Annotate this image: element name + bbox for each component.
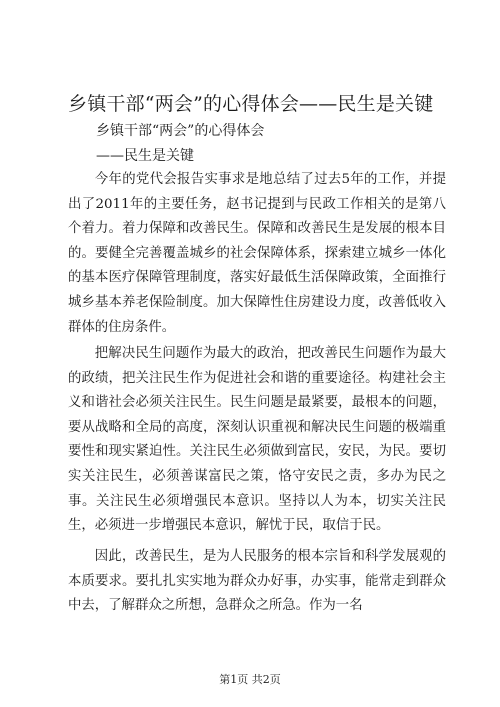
subtitle-line-2: ——民生是关键 (96, 148, 194, 164)
body-paragraph-2: 把解决民生问题作为最大的政治，把改善民生问题作为最大的政绩，把关注民生作为促进社会和谐的重要途径。构建社会主义和谐社会必须关注民生。民生问题是最紧要，最根本的问题，要从战略和全局的高度，深刻认识重视和解决民生问题的极端重要性和现实紧迫性。关注民生必须做到富民，安民，为民。要切实关注民生，必须善谋富民之策，恪守安民之责，多办为民之事。关注民生必须增强民本意识。坚持以人为本，切实关注民生，必须进一步增强民本意识，解忧于民，取信于民。 (68, 346, 446, 534)
body-paragraph-1: 今年的党代会报告实事求是地总结了过去5年的工作，并提出了2011年的主要任务，赵书记提到与民政工作相关的是第八个着力。着力保障和改善民生。保障和改善民生是发展的根本目的。要健全完善覆盖城乡的社会保障体系，探索建立城乡一体化的基本医疗保障管理制度，落实好最低生活保障政策，全面推行城乡基本养老保险制度。加大保障性住房建设力度，改善低收入群体的住房条件。 (68, 172, 446, 335)
page-number-footer: 第1页 共2页 (219, 673, 281, 686)
document-title: 乡镇干部“两会”的心得体会——民生是关键 (68, 93, 434, 115)
subtitle-line-1: 乡镇干部“两会”的心得体会 (96, 123, 265, 139)
body-paragraph-3: 因此，改善民生，是为人民服务的根本宗旨和科学发展观的本质要求。要扎扎实实地为群众办好事，办实事，能常走到群众中去，了解群众之所想，急群众之所急。作为一名 (68, 549, 446, 614)
